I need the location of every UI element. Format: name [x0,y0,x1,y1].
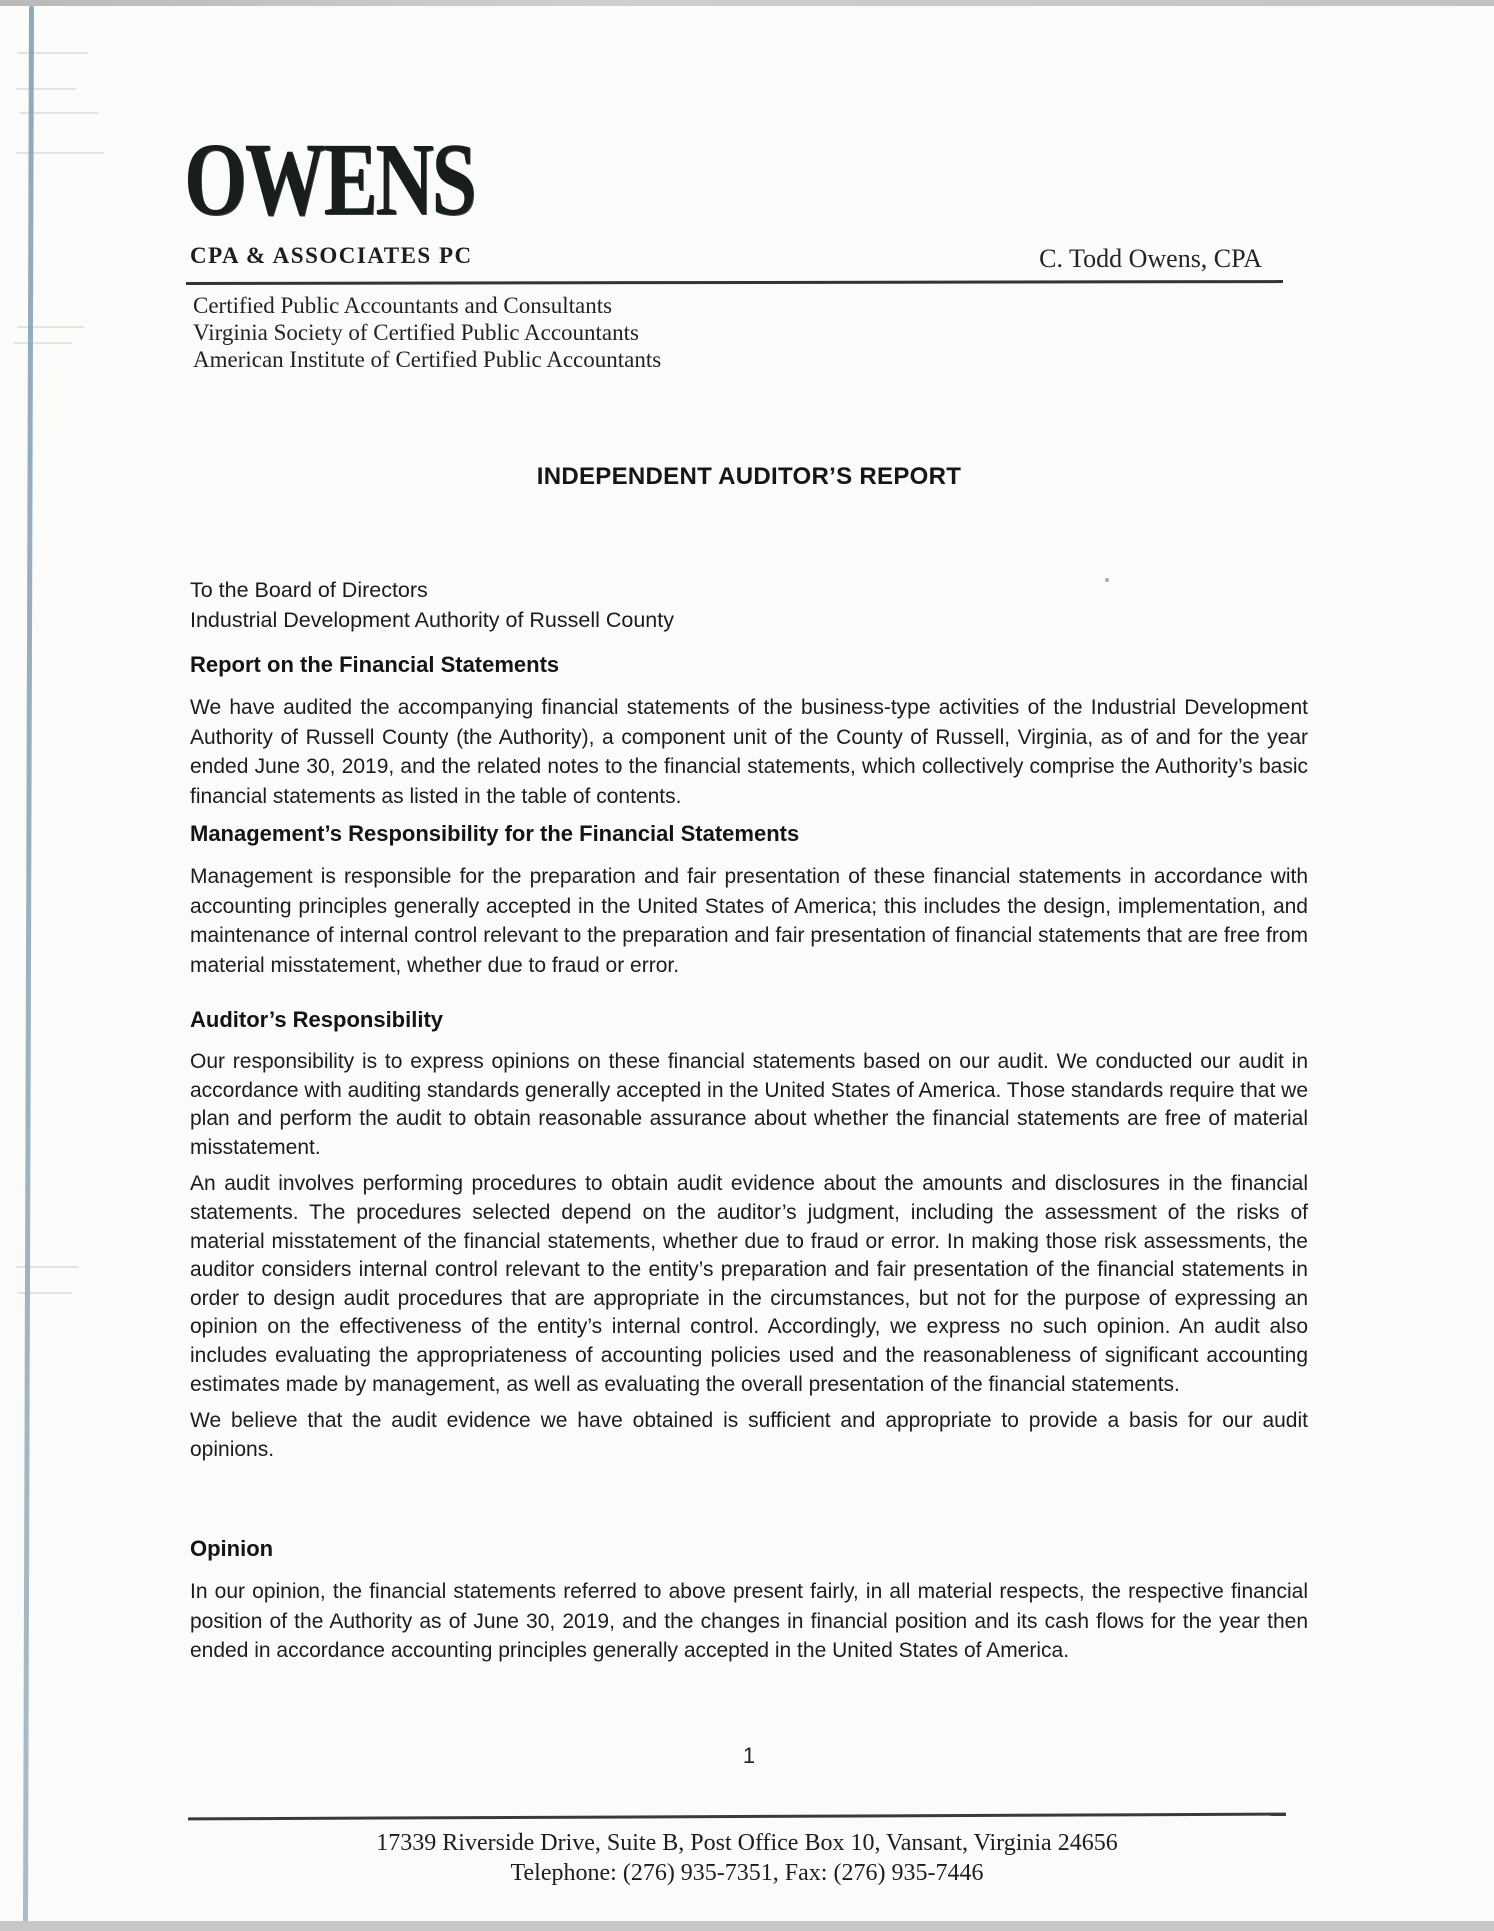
scan-edge-bottom [0,1921,1494,1931]
scan-artifact-line [14,342,72,344]
paragraph: Our responsibility is to express opinions on these financial statements based on our audit. We conducted our audit in accordance with auditing standards generally accepted in the United States of America. Those standards require that we plan and perform the audit to obtain reasonable assurance about whether the financial statements are free of material misstatement. [190,1050,1308,1159]
credentials-list [193,292,661,373]
section-managements-responsibility [190,820,1308,992]
paragraph: We have audited the accompanying financial statements of the business-type activities of the Industrial Development Authority of Russell County (the Authority), a component unit of the County of Russell, Virginia, as of and for the year ended June 30, 2019, and the related notes to the financial statements, which collectively comprise the Authority’s basic financial statements as listed in the table of contents. [190,696,1308,808]
addressee-line: To the Board of Directors [190,578,428,602]
document-title: INDEPENDENT AUDITOR’S REPORT [536,463,962,490]
principal-name: C. Todd Owens, CPA [1039,244,1262,273]
credential-line: Certified Public Accountants and Consultants [193,293,613,318]
footer-contact-block [187,1828,1307,1888]
section-heading: Opinion [190,1536,274,1561]
scan-artifact-line [16,88,76,90]
footer-phone: Telephone: (276) 935-7351, Fax: (276) 935-7446 [510,1860,984,1886]
firm-logo: OWENS [184,122,475,237]
section-heading: Auditor’s Responsibility [190,1007,444,1032]
paragraph: We believe that the audit evidence we have obtained is sufficient and appropriate to provide a basis for our audit opinions. [190,1409,1308,1461]
section-heading: Report on the Financial Statements [190,652,560,677]
scan-edge-top [0,0,1494,6]
credential-line: Virginia Society of Certified Public Accountants [193,320,639,345]
firm-logo-subtitle: CPA & ASSOCIATES PC [190,243,473,268]
section-report-on-financial-statements [190,651,1308,823]
paragraph: In our opinion, the financial statements referred to above present fairly, in all material respects, the respective financial position of the Authority as of June 30, 2019, and the changes in financial position and its cash flows for the year then ended in accordance accounting principles generally accepted in the United States of America. [190,1580,1308,1662]
scan-artifact-line [18,326,84,328]
scan-artifact-line [16,152,104,154]
scan-dot [1105,578,1109,582]
scan-artifact-line [18,52,88,54]
footer-rule [188,1813,1286,1821]
scan-artifact-line [20,112,98,114]
addressee-line: Industrial Development Authority of Russell County [190,608,674,632]
credential-line: American Institute of Certified Public Accountants [193,347,662,372]
scan-artifact-line [18,1292,72,1294]
page-number: 1 [742,1743,756,1768]
letterhead-rule [186,280,1283,285]
footer-address: 17339 Riverside Drive, Suite B, Post Office Box 10, Vansant, Virginia 24656 [376,1830,1118,1856]
scan-edge-left-line [23,6,34,1931]
scan-artifact-line [16,1266,78,1268]
section-opinion [190,1535,1308,1678]
section-auditors-responsibility [190,1006,1308,1472]
paragraph: Management is responsible for the preparation and fair presentation of these financial statements in accordance with accounting principles generally accepted in the United States of America; this includes the design, implementation, and maintenance of internal control relevant to the preparation and fair presentation of financial statements that are free from material misstatement, whether due to fraud or error. [190,865,1308,977]
addressee-block [190,575,674,635]
paragraph: An audit involves performing procedures to obtain audit evidence about the amounts and disclosures in the financial statements. The procedures selected depend on the auditor’s judgment, including the assessment of the risks of material misstatement of the financial statements, whether due to fraud or error. In making those risk assessments, the auditor considers internal control relevant to the entity’s preparation and fair presentation of the financial statements in order to design audit procedures that are appropriate in the circumstances, but not for the purpose of expressing an opinion on the effectiveness of the entity’s internal control. Accordingly, we express no such opinion. An audit also includes evaluating the appropriateness of accounting policies used and the reasonableness of significant accounting estimates made by management, as well as evaluating the overall presentation of the financial statements. [190,1172,1308,1396]
section-heading: Management’s Responsibility for the Financial Statements [190,821,800,846]
